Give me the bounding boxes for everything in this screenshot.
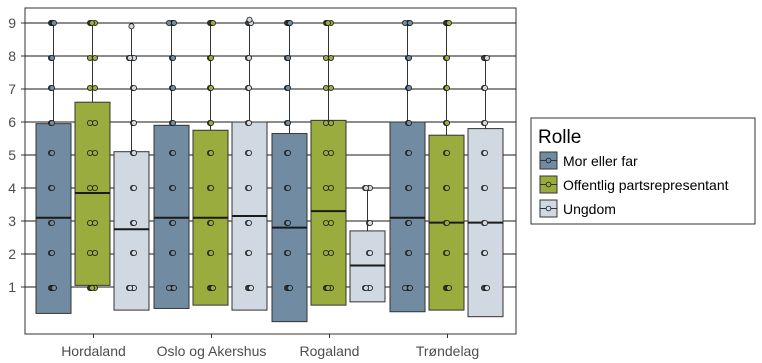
data-point <box>87 185 92 190</box>
data-point <box>328 150 333 155</box>
data-point <box>92 85 97 90</box>
x-tick-label-3: Rogaland <box>299 343 360 359</box>
data-point <box>208 185 213 190</box>
data-point <box>49 120 54 125</box>
data-point <box>131 250 136 255</box>
data-point <box>323 185 328 190</box>
data-point <box>131 220 136 225</box>
data-point <box>285 185 290 190</box>
data-point <box>92 150 97 155</box>
y-tick-label-9: 9 <box>8 15 16 31</box>
data-point <box>363 185 368 190</box>
legend <box>531 118 755 224</box>
data-point <box>208 150 213 155</box>
data-point <box>87 120 92 125</box>
data-point <box>208 85 213 90</box>
data-point <box>49 55 54 60</box>
data-point <box>285 250 290 255</box>
x-tick-label-1: Hordaland <box>61 343 126 359</box>
data-point <box>482 250 487 255</box>
data-point <box>328 85 333 90</box>
y-tick-label-4: 4 <box>8 180 16 196</box>
data-point <box>171 20 176 25</box>
data-point <box>51 20 56 25</box>
data-point <box>170 85 175 90</box>
data-point <box>325 285 330 290</box>
legend-label-3: Ungdom <box>563 201 616 217</box>
data-point <box>87 150 92 155</box>
data-point <box>246 150 251 155</box>
data-point <box>402 285 407 290</box>
data-point <box>49 85 54 90</box>
data-point <box>323 120 328 125</box>
data-point <box>482 150 487 155</box>
data-point <box>482 85 487 90</box>
data-point <box>285 150 290 155</box>
data-point <box>49 220 54 225</box>
box-body <box>311 120 346 305</box>
x-tick-label-2: Oslo og Akershus <box>156 343 267 359</box>
data-point <box>170 120 175 125</box>
data-point <box>406 150 411 155</box>
data-point <box>407 285 412 290</box>
data-point <box>170 150 175 155</box>
y-tick-label-2: 2 <box>8 246 16 262</box>
data-point <box>323 220 328 225</box>
data-point <box>325 20 330 25</box>
data-point <box>87 85 92 90</box>
data-point <box>287 285 292 290</box>
data-point <box>444 185 449 190</box>
data-point <box>87 220 92 225</box>
legend-key-1 <box>540 152 557 169</box>
data-point <box>208 120 213 125</box>
data-point <box>246 120 251 125</box>
data-point <box>323 85 328 90</box>
y-tick-label-3: 3 <box>8 213 16 229</box>
data-point <box>246 220 251 225</box>
data-point <box>49 150 54 155</box>
data-point <box>323 55 328 60</box>
data-point <box>285 85 290 90</box>
data-point <box>246 250 251 255</box>
data-point <box>482 220 487 225</box>
data-point <box>87 55 92 60</box>
data-point <box>367 250 372 255</box>
data-point <box>92 185 97 190</box>
data-point <box>287 20 292 25</box>
data-point <box>406 185 411 190</box>
data-point <box>170 185 175 190</box>
data-point <box>328 55 333 60</box>
data-point <box>246 185 251 190</box>
data-point <box>170 55 175 60</box>
y-tick-label-1: 1 <box>8 279 16 295</box>
data-point <box>208 220 213 225</box>
data-point <box>285 120 290 125</box>
data-point <box>285 220 290 225</box>
data-point <box>89 20 94 25</box>
data-point <box>208 250 213 255</box>
data-point <box>328 185 333 190</box>
data-point <box>484 285 489 290</box>
data-point <box>285 55 290 60</box>
data-point <box>367 220 372 225</box>
data-point <box>92 220 97 225</box>
data-point <box>406 120 411 125</box>
data-point <box>444 220 449 225</box>
data-point <box>170 250 175 255</box>
x-axis <box>61 334 479 359</box>
data-point <box>92 55 97 60</box>
data-point <box>406 85 411 90</box>
data-point <box>92 250 97 255</box>
data-point <box>406 250 411 255</box>
data-point <box>444 250 449 255</box>
y-tick-label-7: 7 <box>8 81 16 97</box>
legend-key-3 <box>540 200 557 217</box>
legend-key-2 <box>540 176 557 193</box>
data-point <box>210 285 215 290</box>
data-point <box>406 55 411 60</box>
y-tick-label-6: 6 <box>8 114 16 130</box>
y-tick-label-8: 8 <box>8 48 16 64</box>
data-point <box>49 250 54 255</box>
data-point <box>170 220 175 225</box>
data-point <box>92 120 97 125</box>
data-point <box>171 285 176 290</box>
data-point <box>89 285 94 290</box>
legend-label-2: Offentlig partsrepresentant <box>563 177 729 193</box>
legend-swatch-point <box>546 158 551 163</box>
data-point <box>328 250 333 255</box>
y-tick-label-5: 5 <box>8 147 16 163</box>
data-point <box>328 120 333 125</box>
legend-label-1: Mor eller far <box>563 153 638 169</box>
data-point <box>166 20 171 25</box>
y-axis <box>8 15 25 295</box>
data-point <box>482 120 487 125</box>
data-point <box>484 55 489 60</box>
x-tick-label-4: Trøndelag <box>415 343 480 359</box>
data-point <box>406 220 411 225</box>
data-point <box>51 285 56 290</box>
data-point <box>323 150 328 155</box>
data-point <box>402 20 407 25</box>
data-point <box>49 185 54 190</box>
data-point <box>131 150 136 155</box>
legend-swatch-point <box>546 182 551 187</box>
data-point <box>323 250 328 255</box>
data-point <box>208 55 213 60</box>
data-point <box>407 20 412 25</box>
data-point <box>131 120 136 125</box>
data-point <box>246 55 251 60</box>
data-point <box>444 85 449 90</box>
data-point <box>444 150 449 155</box>
data-point <box>482 185 487 190</box>
data-point <box>129 24 134 29</box>
data-point <box>127 285 132 290</box>
data-point <box>131 185 136 190</box>
data-point <box>446 285 451 290</box>
data-point <box>127 55 132 60</box>
legend-title: Rolle <box>538 127 582 148</box>
data-point <box>363 285 368 290</box>
data-point <box>87 250 92 255</box>
data-point <box>247 17 252 22</box>
data-point <box>210 20 215 25</box>
data-point <box>246 85 251 90</box>
data-point <box>444 120 449 125</box>
data-point <box>444 55 449 60</box>
data-point <box>131 85 136 90</box>
data-point <box>328 220 333 225</box>
legend-swatch-point <box>546 206 551 211</box>
data-point <box>166 285 171 290</box>
data-point <box>446 20 451 25</box>
data-point <box>248 285 253 290</box>
